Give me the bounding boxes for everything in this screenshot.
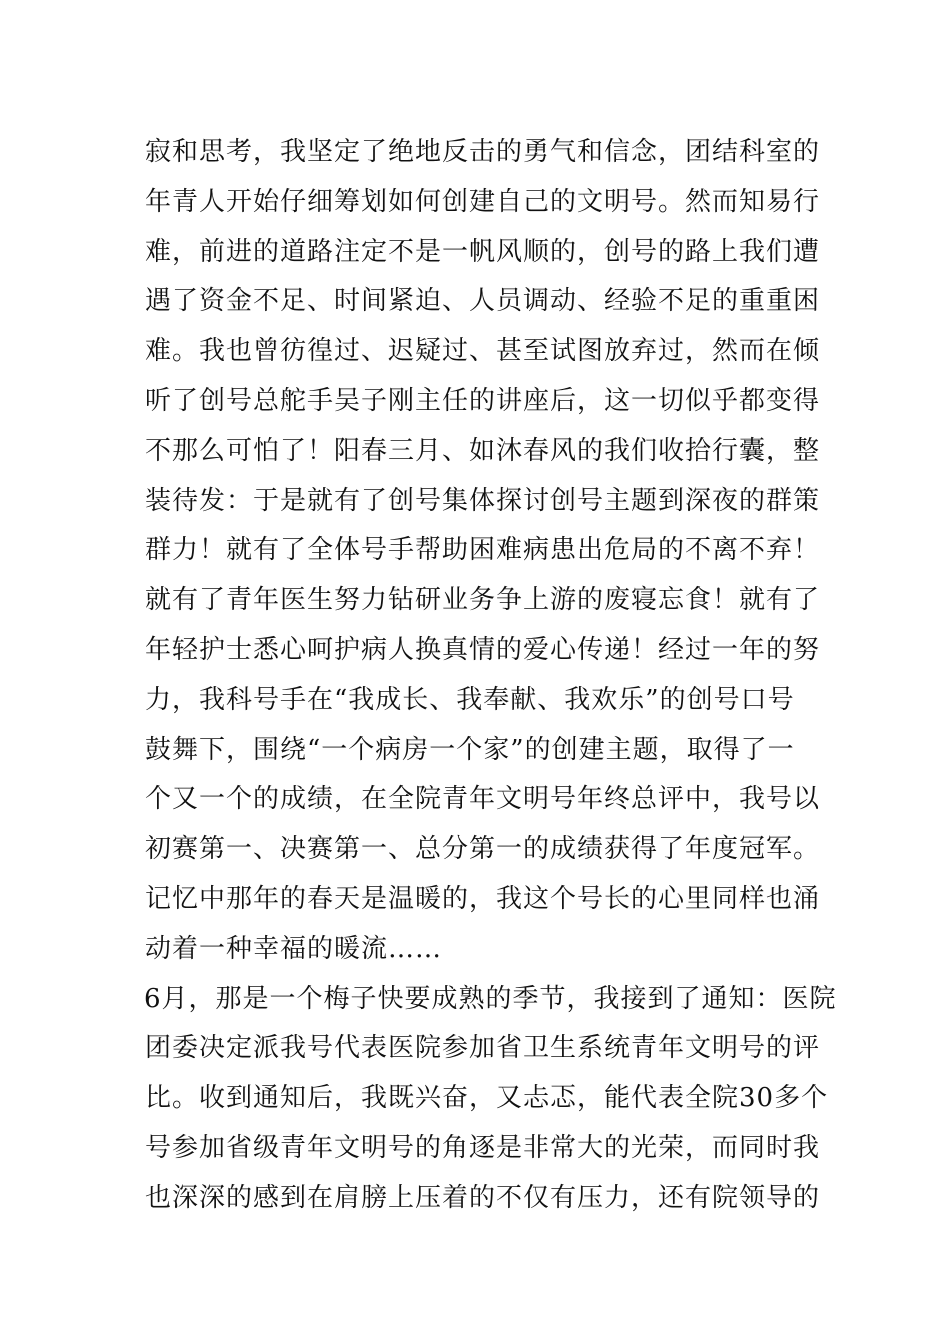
text-line: 记忆中那年的春天是温暖的，我这个号长的心里同样也涌 [145,883,821,914]
text-line: 团委决定派我号代表医院参加省卫生系统青年文明号的评 [145,1033,821,1064]
text-line: 比。收到通知后，我既兴奋，又忐忑，能代表全院30多个 [145,1083,829,1114]
text-line: 也深深的感到在肩膀上压着的不仅有压力，还有院领导的 [145,1182,821,1213]
text-line: 难。我也曾彷徨过、迟疑过、甚至试图放弃过，然而在倾 [145,336,821,367]
text-line: 寂和思考，我坚定了绝地反击的勇气和信念，团结科室的 [145,137,821,167]
text-line: 难，前进的道路注定不是一帆风顺的，创号的路上我们遭 [145,236,821,267]
text-line: 不那么可怕了！阳春三月、如沐春风的我们收拾行囊，整 [145,435,821,466]
text-line: 年轻护士悉心呵护病人换真情的爱心传递！经过一年的努 [145,634,821,665]
text-line: 群力！就有了全体号手帮助困难病患出危局的不离不弃！ [145,535,821,566]
text-line: 鼓舞下，围绕“一个病房一个家”的创建主题，取得了一 [145,734,795,765]
text-line: 就有了青年医生努力钻研业务争上游的废寝忘食！就有了 [145,585,821,616]
text-line: 号参加省级青年文明号的角逐是非常大的光荣，而同时我 [145,1132,821,1163]
text-line: 动着一种幸福的暖流…… [145,933,443,964]
text-line: 个又一个的成绩，在全院青年文明号年终总评中，我号以 [145,784,821,815]
paragraph-start-line: 6月，那是一个梅子快要成熟的季节，我接到了通知：医院 [144,983,837,1014]
text-line: 装待发：于是就有了创号集体探讨创号主题到深夜的群策 [145,485,821,516]
text-line: 力，我科号手在“我成长、我奉献、我欢乐”的创号口号 [145,684,795,715]
text-line: 年青人开始仔细筹划如何创建自己的文明号。然而知易行 [145,186,821,217]
body-text [144,128,837,1224]
text-line: 初赛第一、决赛第一、总分第一的成绩获得了年度冠军。 [145,834,821,865]
text-line: 听了创号总舵手吴子刚主任的讲座后，这一切似乎都变得 [145,385,821,416]
text-line: 遇了资金不足、时间紧迫、人员调动、经验不足的重重困 [145,286,821,317]
